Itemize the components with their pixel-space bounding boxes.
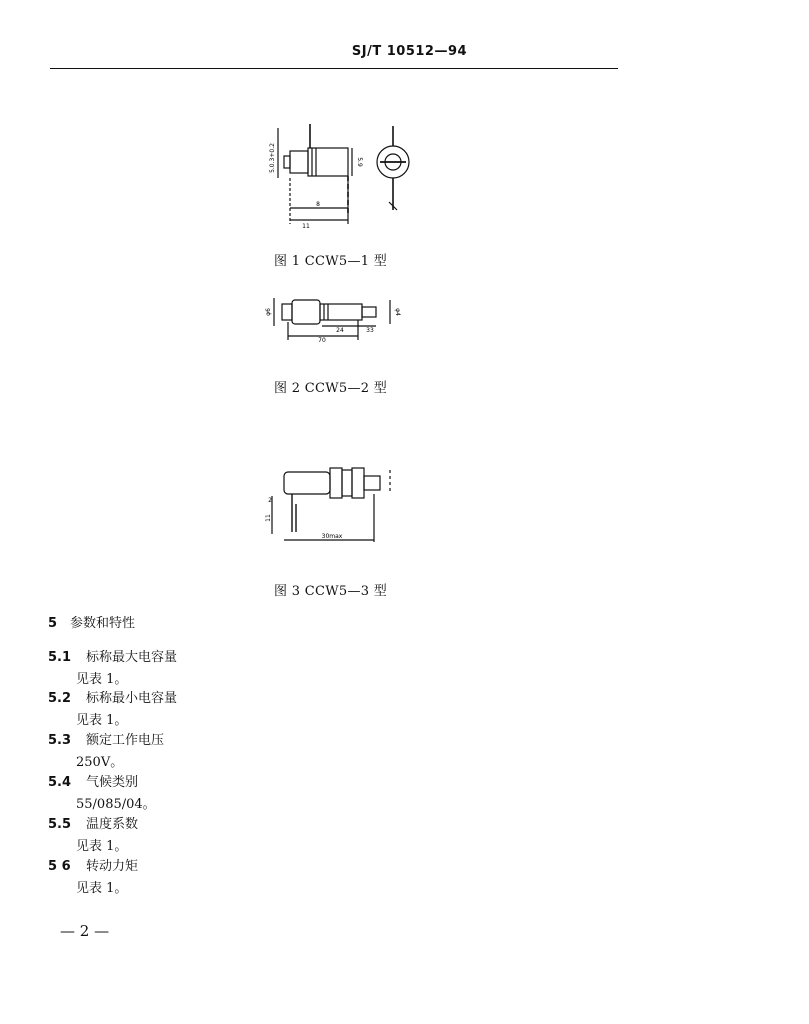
item-text: 250V。 xyxy=(76,755,124,770)
fig1-dim-length-8: 8 xyxy=(316,201,320,208)
item-title: 温度系数 xyxy=(86,817,139,832)
fig2-dim-24: 24 xyxy=(336,327,344,334)
fig1-dim-diameter: 5.9 xyxy=(356,157,363,167)
fig3-dim-30max: 30max xyxy=(321,533,343,540)
figure-2-caption: 图 2 CCW5—2 型 xyxy=(274,381,388,396)
item-text: 见表 1。 xyxy=(76,881,128,896)
fig2-dim-70: 70 xyxy=(318,337,326,344)
fig3-dim-2: 2 xyxy=(268,497,272,504)
fig2-dim-33: 33 xyxy=(366,327,374,334)
list-item xyxy=(48,813,138,854)
list-item xyxy=(48,771,156,812)
figure-3-caption: 图 3 CCW5—3 型 xyxy=(274,584,388,599)
item-text: 见表 1。 xyxy=(76,672,128,687)
fig1-dim-length-11: 11 xyxy=(302,223,310,230)
figure-2-svg xyxy=(262,290,402,346)
figure-2-drawing xyxy=(262,290,402,346)
section-title: 参数和特性 xyxy=(70,616,136,631)
page-number: — 2 — xyxy=(60,922,110,940)
header-divider xyxy=(50,68,618,69)
item-number: 5.2 xyxy=(48,691,72,706)
figure-1-caption: 图 1 CCW5—1 型 xyxy=(274,254,388,269)
fig2-dim-diameter-4: φ4 xyxy=(394,308,401,316)
item-text: 55/085/04。 xyxy=(76,797,156,812)
list-item xyxy=(48,729,164,770)
item-title: 标称最小电容量 xyxy=(86,691,178,706)
item-number: 5 6 xyxy=(48,859,71,874)
item-title: 转动力矩 xyxy=(86,859,139,874)
item-number: 5.1 xyxy=(48,650,72,665)
list-item xyxy=(48,687,177,728)
list-item xyxy=(48,855,138,896)
item-text: 见表 1。 xyxy=(76,839,128,854)
item-title: 额定工作电压 xyxy=(86,733,165,748)
figure-3-drawing xyxy=(262,460,402,546)
fig3-dim-11: 11 xyxy=(265,514,272,522)
item-title: 标称最大电容量 xyxy=(86,650,178,665)
figure-3-svg xyxy=(262,460,402,546)
figure-1-svg xyxy=(268,118,418,233)
item-number: 5.3 xyxy=(48,733,72,748)
list-item xyxy=(48,646,177,687)
section-number: 5 xyxy=(48,616,58,631)
standard-number-header: SJ/T 10512—94 xyxy=(351,44,468,59)
fig1-dim-height: 5.0.3+0.2 xyxy=(269,143,276,173)
item-number: 5.5 xyxy=(48,817,72,832)
item-text: 见表 1。 xyxy=(76,713,128,728)
figure-1-drawing xyxy=(268,118,418,233)
item-title: 气候类别 xyxy=(86,775,139,790)
fig2-dim-diameter-6: φ6 xyxy=(265,308,272,316)
section-heading xyxy=(48,612,135,631)
item-number: 5.4 xyxy=(48,775,72,790)
